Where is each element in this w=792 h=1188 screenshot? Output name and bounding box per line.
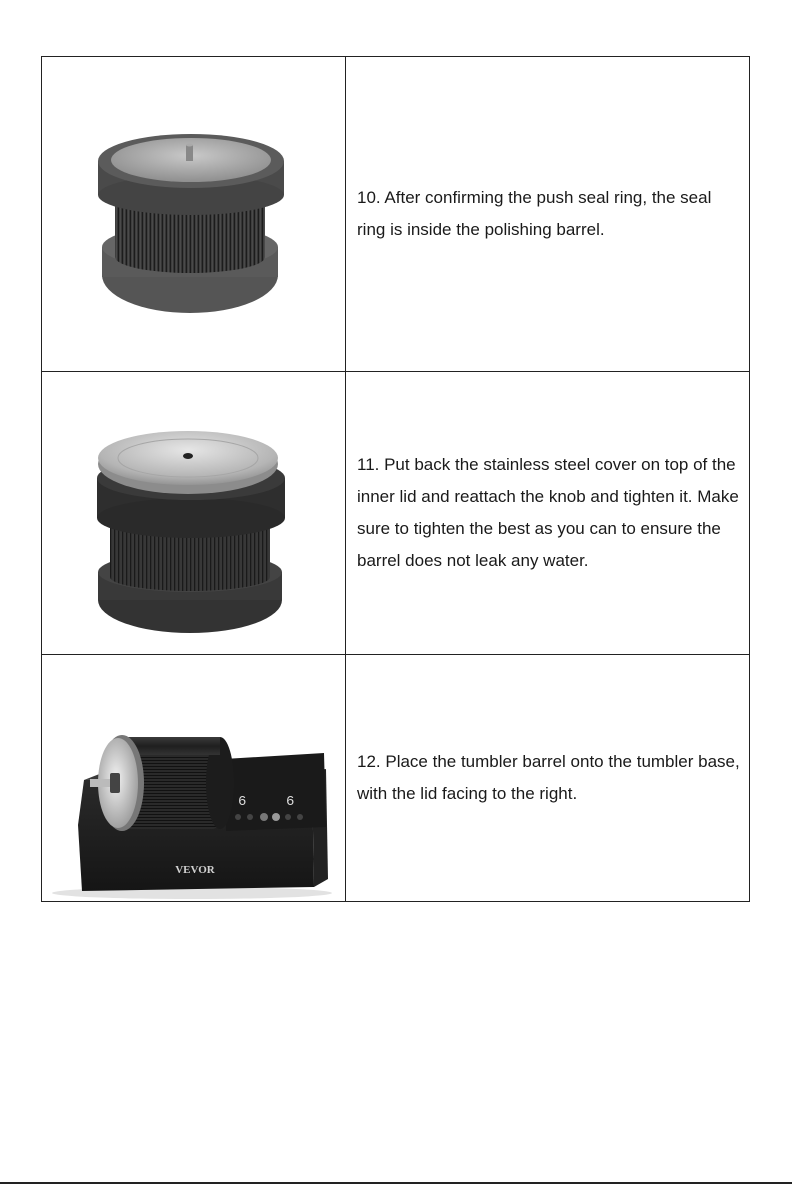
footer-rule xyxy=(0,1182,792,1184)
text-cell xyxy=(347,57,749,371)
step-text: 10. After confirming the push seal ring, the seal ring is inside the polishing barrel. xyxy=(357,188,712,239)
brand-logo: VEVOR xyxy=(175,864,215,876)
barrel-with-steel-cover-image xyxy=(42,372,345,654)
tumbler-machine-image xyxy=(42,655,345,901)
text-cell xyxy=(347,372,749,654)
text-cell xyxy=(347,655,749,901)
instruction-table xyxy=(41,56,750,902)
step-row xyxy=(42,654,749,901)
right-display: 6 xyxy=(286,794,295,810)
image-cell xyxy=(42,57,346,371)
step-row xyxy=(42,57,749,371)
image-cell xyxy=(42,372,346,654)
image-cell xyxy=(42,655,346,901)
left-display: 6 xyxy=(238,794,247,810)
step-text: 12. Place the tumbler barrel onto the tumbler base, with the lid facing to the right. xyxy=(357,752,740,803)
step-text: 11. Put back the stainless steel cover on top of the inner lid and reattach the knob and tighten it. Make sure to tighten the best as you can to ensure the barrel does not leak any water. xyxy=(357,455,739,570)
barrel-with-inner-lid-image xyxy=(42,57,345,370)
step-row xyxy=(42,371,749,654)
